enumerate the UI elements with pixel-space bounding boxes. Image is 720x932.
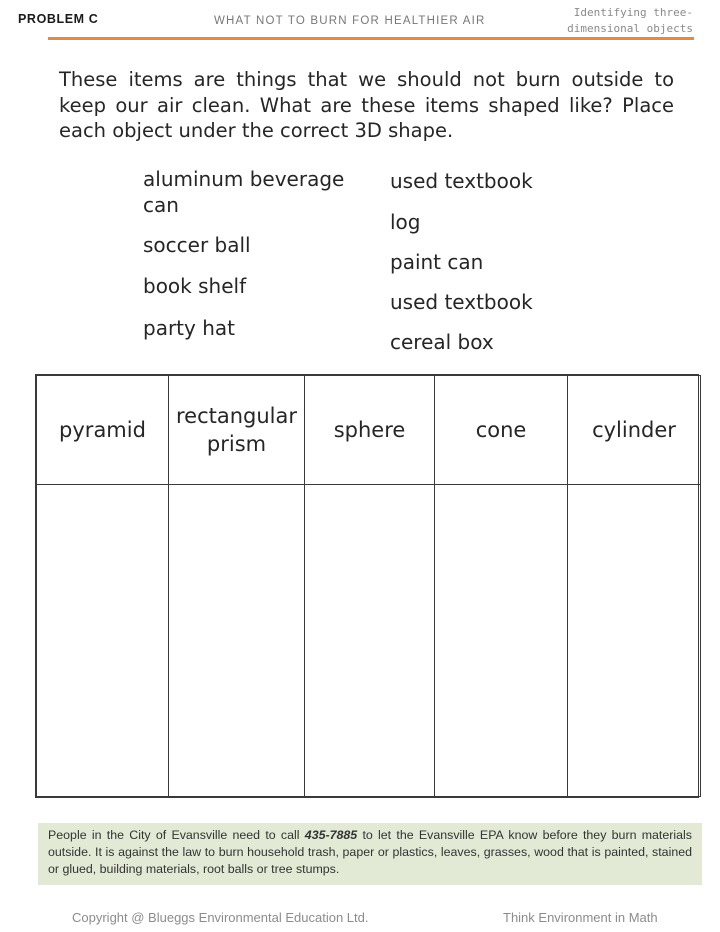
topic-tag-line-2: dimensional objects xyxy=(567,22,693,35)
word-bank-item: log xyxy=(390,210,421,234)
table-header-row xyxy=(37,376,701,485)
column-header-pyramid: pyramid xyxy=(37,376,169,485)
word-bank-right-column xyxy=(390,168,610,368)
answer-cell-sphere[interactable] xyxy=(305,485,435,797)
footer-copyright: Copyright @ Blueggs Environmental Education Ltd. xyxy=(72,910,369,925)
word-bank-item: used textbook xyxy=(390,290,533,314)
notice-text-end: to let the Evansville EPA know before they burn materials outside. It is against the law to burn household trash, paper or plastics, leaves, grasses, wood that is painted, stained or glued, building materials, root balls or tree stumps. xyxy=(48,828,692,876)
word-bank-item: party hat xyxy=(143,316,235,340)
topic-tag xyxy=(565,5,693,37)
footer-tagline: Think Environment in Math xyxy=(503,910,658,925)
instructions-paragraph: These items are things that we should not burn outside to keep our air clean. What are these items shaped like? Place each object under the correct 3D shape. xyxy=(59,68,674,142)
word-bank-item: paint can xyxy=(390,250,484,274)
word-bank-left-column xyxy=(143,166,363,366)
header-divider xyxy=(48,37,694,40)
table-answer-row xyxy=(37,485,701,797)
answer-cell-pyramid[interactable] xyxy=(37,485,169,797)
answer-cell-rectangular-prism[interactable] xyxy=(169,485,305,797)
word-bank-item: aluminum beverage can xyxy=(143,167,345,217)
page-heading: WHAT NOT TO BURN FOR HEALTHIER AIR xyxy=(214,15,486,27)
answer-cell-cylinder[interactable] xyxy=(568,485,701,797)
topic-tag-line-1: Identifying three- xyxy=(573,6,693,19)
word-bank-item: cereal box xyxy=(390,330,494,354)
shape-sorting-table xyxy=(35,374,699,798)
column-header-sphere: sphere xyxy=(305,376,435,485)
column-header-cone: cone xyxy=(435,376,568,485)
notice-text-start: People in the City of Evansville need to call xyxy=(48,828,305,842)
column-header-cylinder: cylinder xyxy=(568,376,701,485)
column-header-rectangular-prism: rectangular prism xyxy=(169,376,305,485)
notice-phone-number: 435-7885 xyxy=(304,828,358,842)
word-bank-item: book shelf xyxy=(143,274,247,298)
word-bank-item: used textbook xyxy=(390,169,533,193)
answer-cell-cone[interactable] xyxy=(435,485,568,797)
problem-label: PROBLEM C xyxy=(18,12,99,26)
word-bank-item: soccer ball xyxy=(143,233,251,257)
burn-notice-box xyxy=(38,823,702,885)
